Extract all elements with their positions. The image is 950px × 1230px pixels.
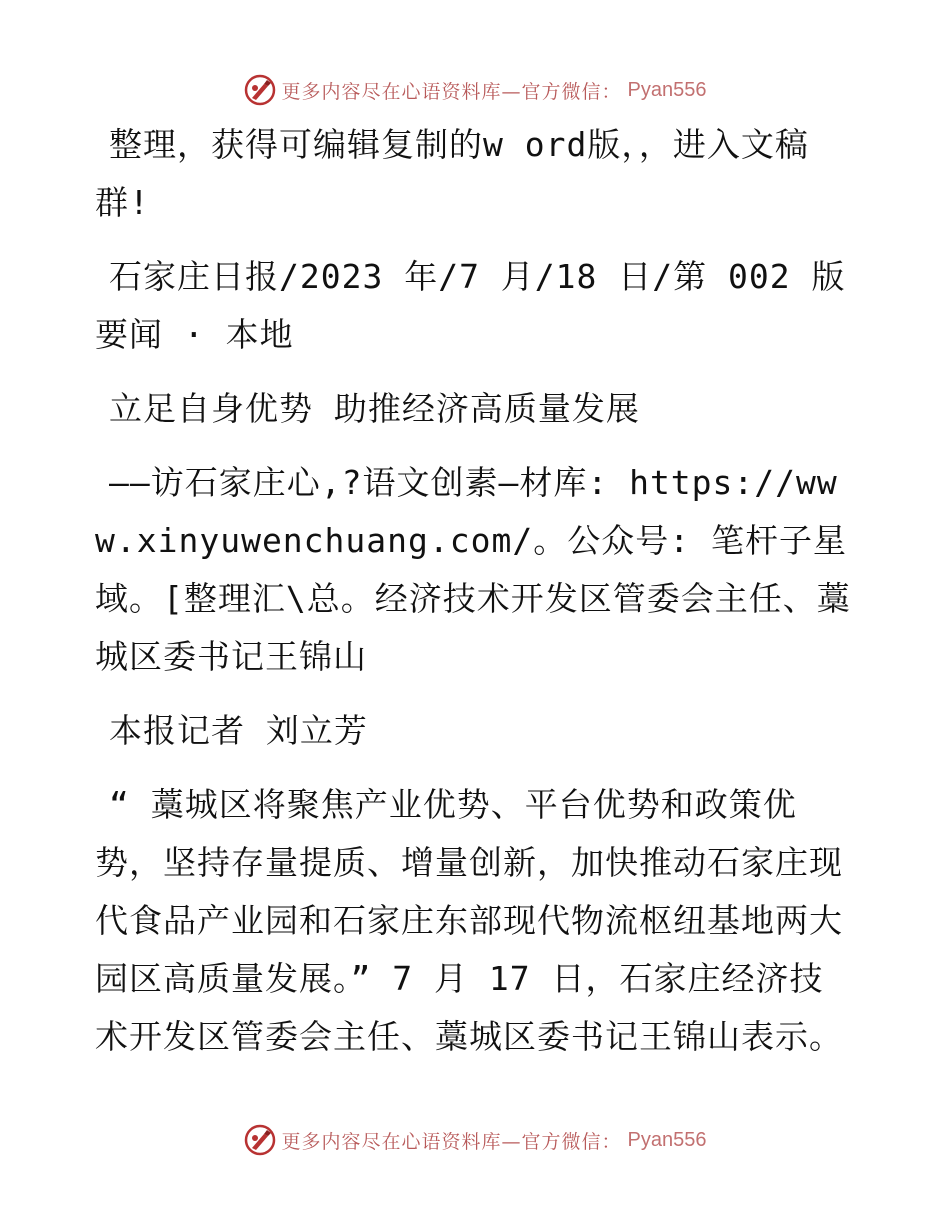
document-body <box>95 116 855 1082</box>
source-line: 石家庄日报/2023 年/7 月/18 日/第 002 版要闻 · 本地 <box>95 257 846 354</box>
pen-logo-icon <box>244 74 276 106</box>
article-title: 立足自身优势 助推经济高质量发展 <box>109 389 640 428</box>
banner-wechat-id: Pyan556 <box>627 1128 707 1151</box>
body-paragraph: “ 藁城区将聚焦产业优势、平台优势和政策优势，坚持存量提质、增量创新，加快推动石家庄现代食品产业园和石家庄东部现代物流枢纽基地两大园区高质量发展。” 7 月 17 日，石家庄经济技术开发区管委会主任、藁城区委书记王锦山表示。 <box>95 785 843 1056</box>
banner-text: 更多内容尽在心语资料库—官方微信： <box>281 80 622 103</box>
article-subtitle: ——访石家庄心,?语文创素—材库: https://www.xinyuwenchuang.com/。公众号: 笔杆子星域。[整理汇\总。经济技术开发区管委会主任、藁城区委书记王锦山 <box>95 463 851 676</box>
header-watermark-banner <box>0 70 950 110</box>
byline: 本报记者 刘立芳 <box>109 711 368 750</box>
banner-wechat-id: Pyan556 <box>627 78 707 101</box>
pen-logo-icon <box>244 1124 276 1156</box>
banner-text: 更多内容尽在心语资料库—官方微信： <box>281 1130 622 1153</box>
footer-watermark-banner <box>0 1120 950 1160</box>
intro-paragraph: 整理，获得可编辑复制的w ord版，，进入文稿群! <box>95 125 809 222</box>
